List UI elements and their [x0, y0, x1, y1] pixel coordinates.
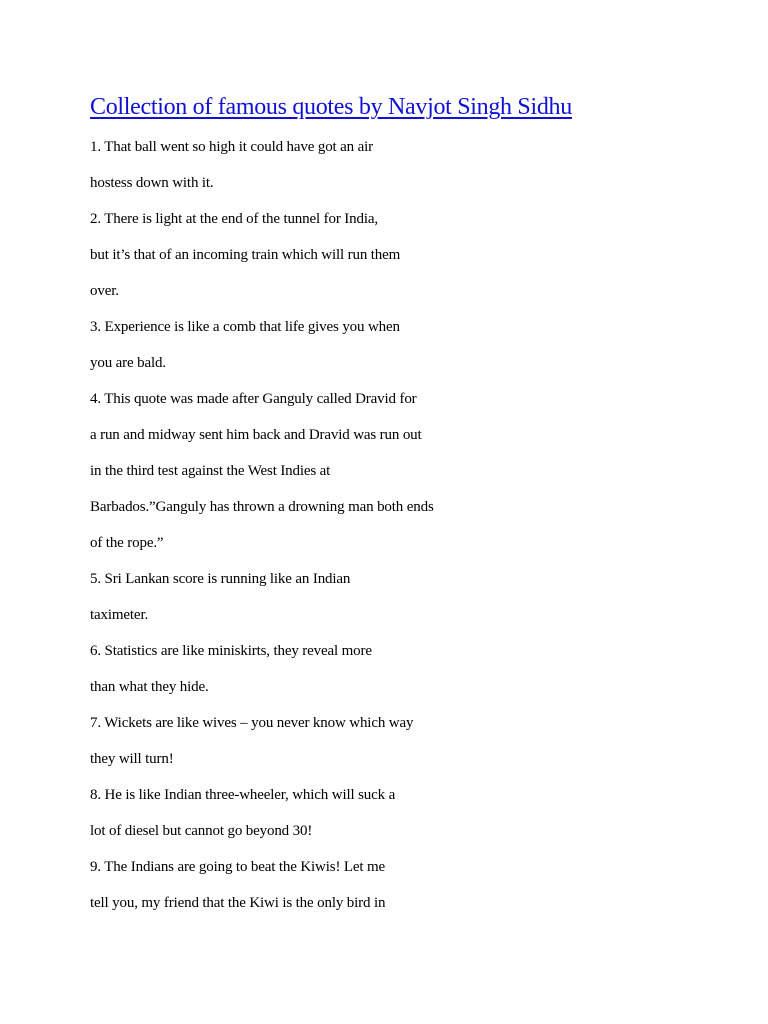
text-line: hostess down with it.	[90, 175, 214, 191]
text-line: over.	[90, 283, 119, 299]
text-line: 2. There is light at the end of the tunnel for India,	[90, 211, 378, 227]
text-line: you are bald.	[90, 355, 166, 371]
text-line: 3. Experience is like a comb that life gives you when	[90, 319, 400, 335]
text-line: Barbados.”Ganguly has thrown a drowning man both ends	[90, 499, 434, 515]
text-line: 5. Sri Lankan score is running like an Indian	[90, 571, 351, 587]
text-line: they will turn!	[90, 751, 174, 767]
text-line: in the third test against the West Indies at	[90, 463, 331, 479]
text-line: 8. He is like Indian three-wheeler, which will suck a	[90, 787, 396, 803]
document-title	[90, 92, 572, 122]
text-line: a run and midway sent him back and Dravid was run out	[90, 427, 422, 443]
text-line: 9. The Indians are going to beat the Kiwis! Let me	[90, 859, 386, 875]
text-line: but it’s that of an incoming train which will run them	[90, 247, 401, 263]
text-line: 7. Wickets are like wives – you never know which way	[90, 715, 414, 731]
text-line: of the rope.”	[90, 535, 164, 551]
text-line: tell you, my friend that the Kiwi is the only bird in	[90, 895, 386, 911]
text-line: lot of diesel but cannot go beyond 30!	[90, 823, 313, 839]
title-link[interactable]: Collection of famous quotes by Navjot Singh Sidhu	[90, 94, 572, 120]
text-line: taximeter.	[90, 607, 149, 623]
text-line: 6. Statistics are like miniskirts, they reveal more	[90, 643, 372, 659]
text-line: than what they hide.	[90, 679, 209, 695]
quotes-body	[90, 136, 710, 928]
text-line: 4. This quote was made after Ganguly called Dravid for	[90, 391, 417, 407]
text-line: 1. That ball went so high it could have got an air	[90, 139, 373, 155]
